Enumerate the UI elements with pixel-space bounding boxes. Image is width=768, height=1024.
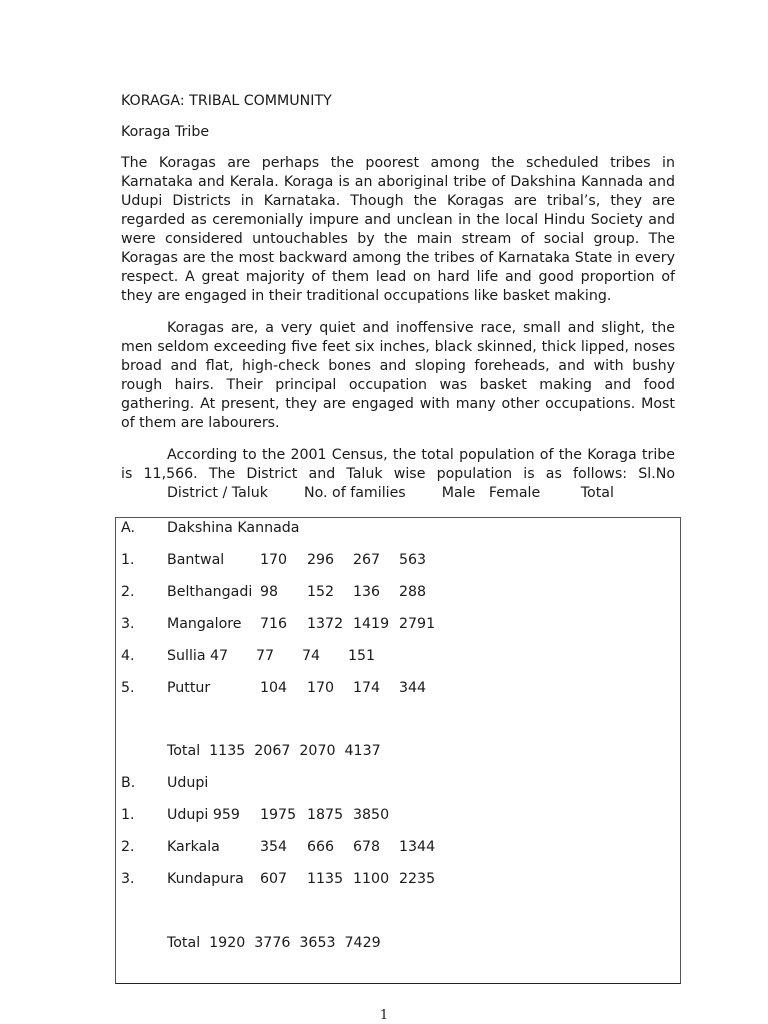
row-male: 1135	[307, 871, 344, 887]
total-a-text: Total 1135 2067 2070 4137	[167, 743, 381, 759]
row-total: 2791	[399, 616, 436, 632]
row-name: Sullia 47	[167, 648, 229, 664]
row-total: 1344	[399, 839, 436, 855]
section-b-name: Udupi	[167, 775, 209, 791]
row-index: 3.	[121, 871, 135, 887]
document-title: KORAGA: TRIBAL COMMUNITY	[121, 93, 332, 109]
row-total: 288	[399, 584, 427, 600]
row-families: 104	[260, 680, 288, 696]
total-b-text: Total 1920 3776 3653 7429	[167, 935, 381, 951]
row-name: Mangalore	[167, 616, 242, 632]
row-female: 1100	[353, 871, 390, 887]
row-male: 152	[307, 584, 335, 600]
row-families: 98	[260, 584, 279, 600]
row-total: 151	[348, 648, 376, 664]
paragraph-description: Koragas are, a very quiet and inoffensive race, small and slight, the men seldom exceeding five feet six inches, black skinned, thick lipped, noses broad and flat, high-check bones and sloping foreheads, and with bushy rough hairs. Their principal occupation was basket making and food gathering. At present, they are engaged with many other occupations. Most of them are labourers.	[121, 320, 675, 431]
row-name: Belthangadi	[167, 584, 253, 600]
section-a-name: Dakshina Kannada	[167, 520, 300, 536]
document-body	[121, 92, 675, 503]
row-index: 2.	[121, 839, 135, 855]
row-male: 77	[256, 648, 275, 664]
row-female: 678	[353, 839, 381, 855]
row-index: 1.	[121, 552, 135, 568]
section-a-index: A.	[121, 520, 135, 536]
row-families: 716	[260, 616, 288, 632]
row-name: Karkala	[167, 839, 220, 855]
row-total: 3850	[353, 807, 390, 823]
row-index: 1.	[121, 807, 135, 823]
section-b-index: B.	[121, 775, 136, 791]
row-families: 170	[260, 552, 288, 568]
row-male: 296	[307, 552, 335, 568]
row-index: 3.	[121, 616, 135, 632]
row-male: 666	[307, 839, 335, 855]
row-name: Puttur	[167, 680, 211, 696]
row-female: 74	[302, 648, 321, 664]
row-families: 354	[260, 839, 288, 855]
section-subtitle: Koraga Tribe	[121, 124, 210, 140]
row-female: 1875	[307, 807, 344, 823]
row-male: 1372	[307, 616, 344, 632]
row-index: 2.	[121, 584, 135, 600]
row-male: 1975	[260, 807, 297, 823]
population-table	[115, 517, 681, 984]
row-female: 174	[353, 680, 381, 696]
row-total: 344	[399, 680, 427, 696]
row-name: Kundapura	[167, 871, 244, 887]
census-line-2: is 11,566. The District and Taluk wise population is as follows: Sl.No	[121, 466, 675, 482]
row-index: 4.	[121, 648, 135, 664]
row-male: 170	[307, 680, 335, 696]
row-families: 607	[260, 871, 288, 887]
table-column-headers: District / Taluk No. of families Male Female Total	[167, 485, 614, 501]
row-name: Udupi 959	[167, 807, 240, 823]
row-total: 2235	[399, 871, 436, 887]
row-index: 5.	[121, 680, 135, 696]
row-female: 1419	[353, 616, 390, 632]
paragraph-intro: The Koragas are perhaps the poorest among the scheduled tribes in Karnataka and Kerala. Koraga is an aboriginal tribe of Dakshina Kannada and Udupi Districts in Karnataka. Though the Koragas are tribal’s, they are regarded as ceremonially impure and unclean in the local Hindu Society and were considered untouchables by the main stream of social group. The Koragas are the most backward among the tribes of Karnataka State in every respect. A great majority of them lead on hard life and good proportion of they are engaged in their traditional occupations like basket making.	[121, 155, 675, 304]
census-line-1: According to the 2001 Census, the total population of the Koraga tribe	[167, 447, 675, 463]
row-female: 267	[353, 552, 381, 568]
row-name: Bantwal	[167, 552, 225, 568]
page-number: 1	[379, 1008, 389, 1023]
row-female: 136	[353, 584, 381, 600]
paragraph-census	[121, 446, 675, 503]
row-total: 563	[399, 552, 427, 568]
